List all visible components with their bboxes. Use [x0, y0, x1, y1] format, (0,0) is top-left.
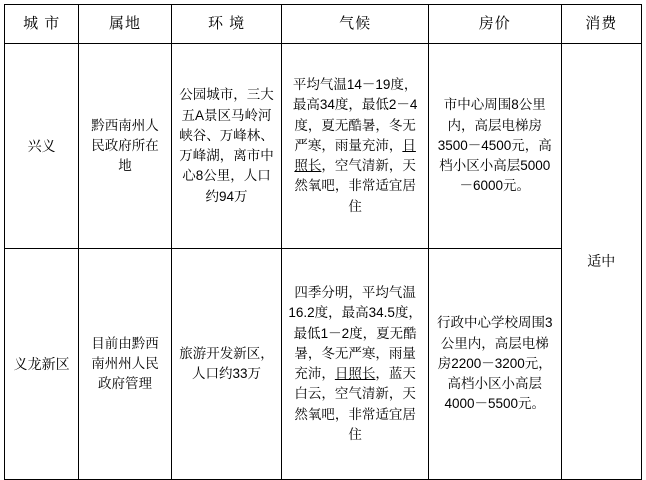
- cell-belonging: 黔西南州人民政府所在地: [79, 44, 171, 249]
- cell-housing-price: 行政中心学校周围3公里内，高层电梯房2200－3200元，高档小区小高层4000－5500元。: [428, 249, 561, 480]
- table-header-row: [5, 5, 642, 44]
- cell-consumption: 适中: [561, 44, 641, 480]
- column-header-city: 城 市: [5, 5, 79, 44]
- column-header-housing-price: 房价: [428, 5, 561, 44]
- climate-text-before: 平均气温14－19度，最高34度，最低2－4度，夏无酷暑，冬无严寒，雨量充沛，: [292, 77, 418, 153]
- table-row: [5, 249, 642, 480]
- comparison-table: [4, 4, 642, 480]
- cell-belonging: 目前由黔西南州州人民政府管理: [79, 249, 171, 480]
- table-row: [5, 44, 642, 249]
- climate-text-underlined: 日照长: [294, 137, 416, 174]
- cell-climate: [282, 44, 429, 249]
- cell-climate: [282, 249, 429, 480]
- table-body: [5, 44, 642, 480]
- cell-city: 义龙新区: [5, 249, 79, 480]
- column-header-belonging: 属地: [79, 5, 171, 44]
- climate-text-before: 四季分明，平均气温16.2度，最高34.5度，最低1－2度，夏无酷暑，冬无严寒，雨量充沛，: [288, 285, 422, 381]
- column-header-consumption: 消费: [561, 5, 641, 44]
- cell-city: 兴义: [5, 44, 79, 249]
- climate-text-after: ，蓝天白云，空气清新，天然氧吧，非常适宜居住: [294, 366, 416, 442]
- cell-housing-price: 市中心周围8公里内，高层电梯房3500－4500元，高档小区小高层5000－6000元。: [428, 44, 561, 249]
- climate-text-after: ，空气清新，天然氧吧，非常适宜居住: [294, 158, 416, 214]
- column-header-climate: 气候: [282, 5, 429, 44]
- column-header-environment: 环 境: [171, 5, 282, 44]
- cell-environment: 旅游开发新区，人口约33万: [171, 249, 282, 480]
- table-header: [5, 5, 642, 44]
- cell-environment: 公园城市，三大五A景区马岭河峡谷、万峰林、万峰湖，离市中心8公里，人口约94万: [171, 44, 282, 249]
- climate-text-underlined: 日照长: [334, 366, 376, 381]
